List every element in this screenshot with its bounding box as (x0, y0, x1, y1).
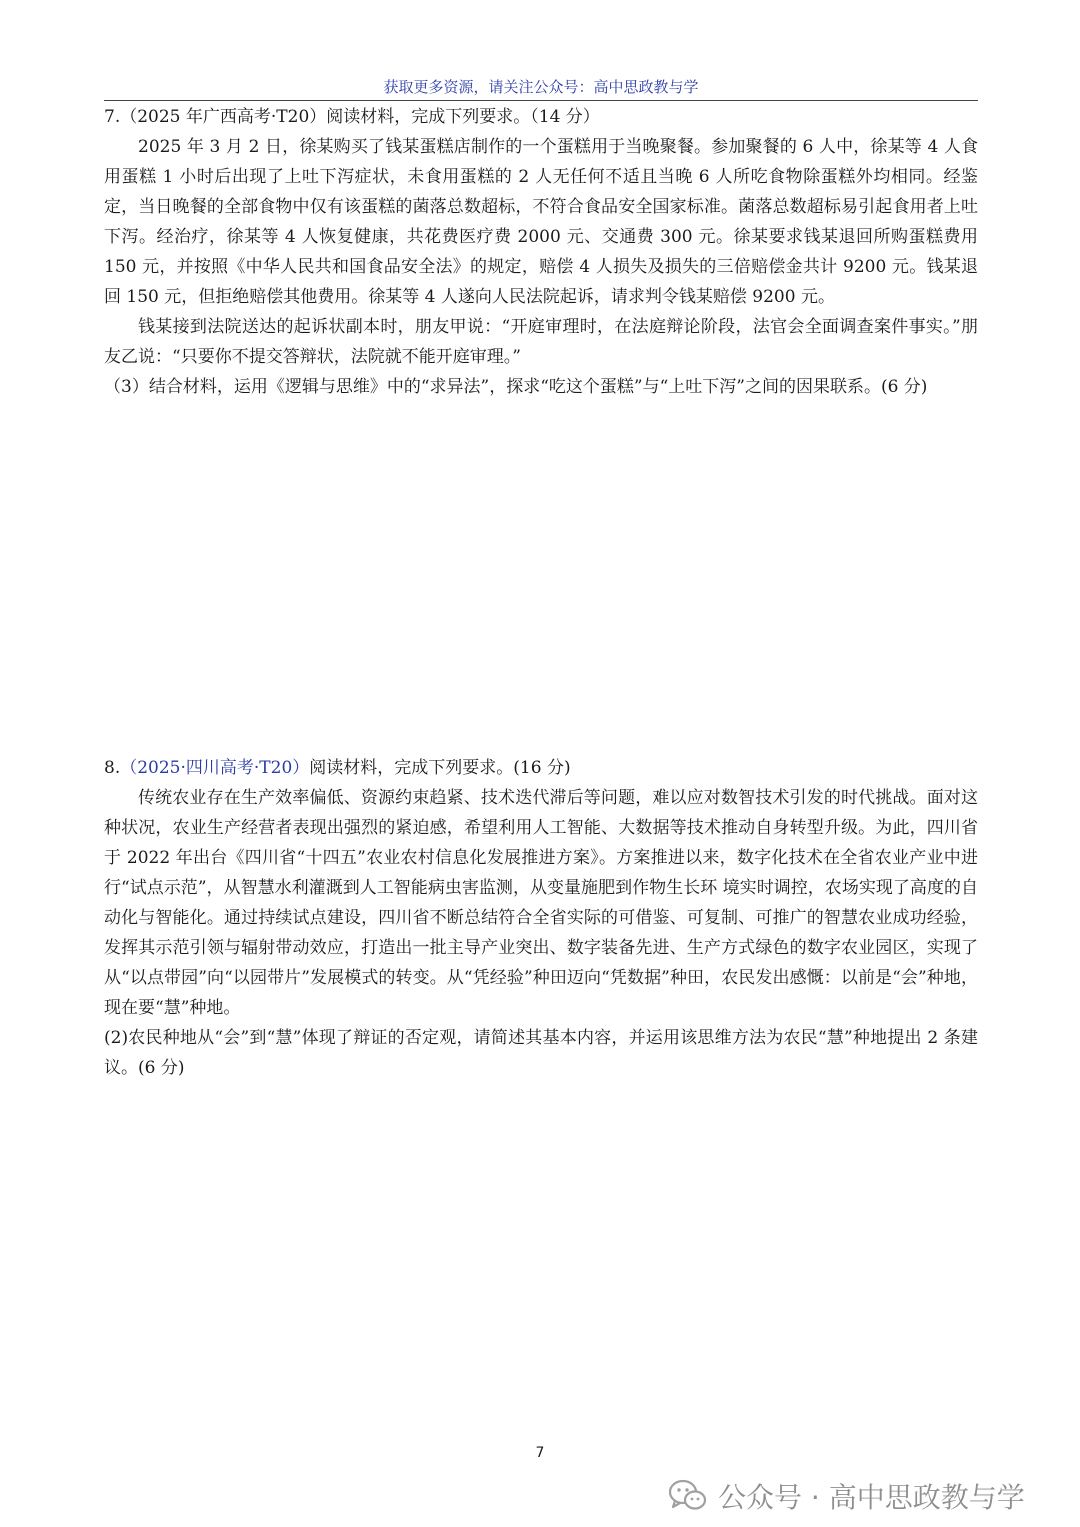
page-number: 7 (535, 1445, 545, 1461)
question-8-title-text: 阅读材料，完成下列要求。(16 分) (309, 758, 571, 778)
question-7-subquestion: （3）结合材料，运用《逻辑与思维》中的“求异法”，探求“吃这个蛋糕”与“上吐下泻”之间的因果联系。(6 分) (104, 377, 928, 397)
question-7-material-paragraph-1: 2025 年 3 月 2 日，徐某购买了钱某蛋糕店制作的一个蛋糕用于当晚聚餐。参加聚餐的 6 人中，徐某等 4 人食用蛋糕 1 小时后出现了上吐下泻症状，未食用蛋糕的 2 人无任何不适且当晚 6 人所吃食物除蛋糕外均相同。经鉴定，当日晚餐的全部食物中仅有该蛋糕的菌落总数超标，不符合食品安全国家标准。菌落总数超标易引起食用者上吐下泻。经治疗，徐某等 4 人恢复健康，共花费医疗费 2000 元、交通费 300 元。徐某要求钱某退回所购蛋糕费用 150 元，并按照《中华人民共和国食品安全法》的规定，赔偿 4 人损失及损失的三倍赔偿金共计 9200 元。钱某退回 150 元，但拒绝赔偿其他费用。徐某等 4 人遂向人民法院起诉，请求判令钱某赔偿 9200 元。 (104, 137, 978, 307)
question-7 (104, 102, 978, 402)
question-8-title (104, 753, 978, 783)
question-7-title: 7.（2025 年广西高考·T20）阅读材料，完成下列要求。（14 分） (104, 107, 600, 127)
question-8 (104, 753, 978, 1083)
header-divider (104, 100, 978, 101)
question-8-number: 8. (104, 758, 121, 778)
watermark-text: 公众号 · 高中思政教与学 (718, 1481, 1025, 1514)
question-8-material-paragraph: 传统农业存在生产效率偏低、资源约束趋紧、技术迭代滞后等问题，难以应对数智技术引发的时代挑战。面对这种状况，农业生产经营者表现出强烈的紧迫感，希望利用人工智能、大数据等技术推动自身转型升级。为此，四川省于 2022 年出台《四川省“十四五”农业农村信息化发展推进方案》。方案推进以来，数字化技术在全省农业产业中进行“试点示范”，从智慧水利灌溉到人工智能病虫害监测，从变量施肥到作物生长环 境实时调控，农场实现了高度的自动化与智能化。通过持续试点建设，四川省不断总结符合全省实际的可借鉴、可复制、可推广的智慧农业成功经验，发挥其示范引领与辐射带动效应，打造出一批主导产业突出、数字装备先进、生产方式绿色的数字农业园区，实现了从“以点带园”向“以园带片”发展模式的转变。从“凭经验”种田迈向“凭数据”种田，农民发出感慨：以前是“会”种地，现在要“慧”种地。 (104, 788, 978, 1018)
wechat-watermark (668, 1474, 1025, 1518)
question-8-source-tag: （2025·四川高考·T20） (120, 758, 310, 778)
question-8-subquestion: (2)农民种地从“会”到“慧”体现了辩证的否定观，请简述其基本内容，并运用该思维方法为农民“慧”种地提出 2 条建议。(6 分) (104, 1028, 978, 1078)
wechat-icon (668, 1478, 708, 1514)
header-notice: 获取更多资源，请关注公众号：高中思政教与学 (383, 78, 699, 96)
question-7-material-paragraph-2: 钱某接到法院送达的起诉状副本时，朋友甲说：“开庭审理时，在法庭辩论阶段，法官会全面调查案件事实。”朋友乙说：“只要你不提交答辩状，法院就不能开庭审理。” (104, 317, 978, 367)
